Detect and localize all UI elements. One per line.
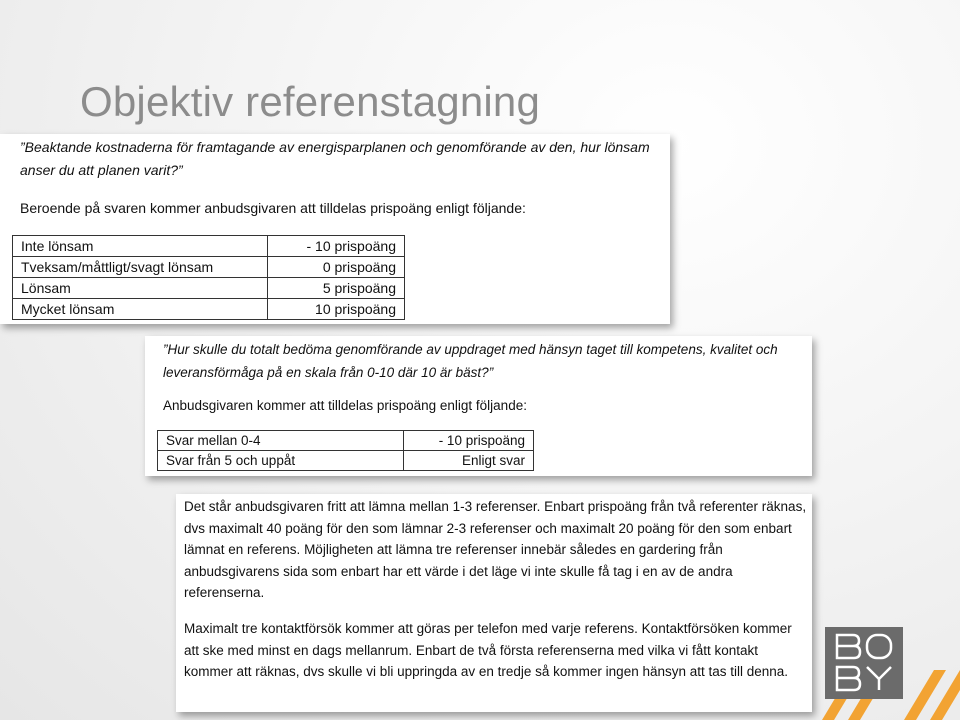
rules-paragraph: Det står anbudsgivaren fritt att lämna mellan 1-3 referenser. Enbart prispoäng från två referenter räknas, dvs maximalt 40 poäng för den som lämnar 2-3 referenser och maximalt 20 poäng för den som enbart lämnat en referens. Möjligheten att lämna tre referenser innebär således en gardering från anbudsgivarens sida som enbart har ett värde i det läge vi inte skulle få tag i en av de andra referenserna.	[184, 499, 807, 600]
points-table	[12, 235, 405, 320]
points-value: 10 prispoäng	[268, 299, 405, 320]
excerpt-reference-rules	[176, 494, 812, 712]
points-value: Enligt svar	[404, 451, 534, 471]
table-row	[158, 431, 534, 451]
table-row	[13, 236, 405, 257]
points-value: - 10 prispoäng	[268, 236, 405, 257]
intro-text: Anbudsgivaren kommer att tilldelas prispoäng enligt följande:	[163, 398, 527, 413]
slide-title: Objektiv referenstagning	[80, 78, 541, 125]
excerpt-profitability	[0, 134, 670, 324]
points-value: - 10 prispoäng	[404, 431, 534, 451]
points-value: 0 prispoäng	[268, 257, 405, 278]
answer-label: Tveksam/måttligt/svagt lönsam	[13, 257, 268, 278]
answer-label: Lönsam	[13, 278, 268, 299]
table-row	[13, 257, 405, 278]
points-table	[157, 430, 534, 471]
table-row	[158, 451, 534, 471]
question-text: ”Hur skulle du totalt bedöma genomförande av uppdraget med hänsyn taget till kompetens, kvalitet och leveransförmåga på en skala från 0-10 där 10 är bäst?”	[163, 342, 778, 380]
answer-label: Mycket lönsam	[13, 299, 268, 320]
contact-paragraph: Maximalt tre kontaktförsök kommer att göras per telefon med varje referens. Kontaktförsöken kommer att ske med minst en dags mellanrum. Enbart de två första referenserna med vilka vi fått kontakt kommer att räknas, dvs skulle vi bli uppringda av en tredje så kommer ingen hänsyn att tas till denna.	[184, 621, 792, 679]
points-value: 5 prispoäng	[268, 278, 405, 299]
intro-text: Beroende på svaren kommer anbudsgivaren att tilldelas prispoäng enligt följande:	[20, 200, 526, 216]
answer-label: Svar från 5 och uppåt	[158, 451, 404, 471]
answer-label: Svar mellan 0-4	[158, 431, 404, 451]
question-text: ”Beaktande kostnaderna för framtagande av energisparplanen och genomförande av den, hur lönsam anser du att planen varit?”	[20, 139, 650, 178]
excerpt-overall-assessment	[145, 336, 812, 476]
table-row	[13, 299, 405, 320]
answer-label: Inte lönsam	[13, 236, 268, 257]
boby-logo-icon	[825, 627, 903, 699]
table-row	[13, 278, 405, 299]
